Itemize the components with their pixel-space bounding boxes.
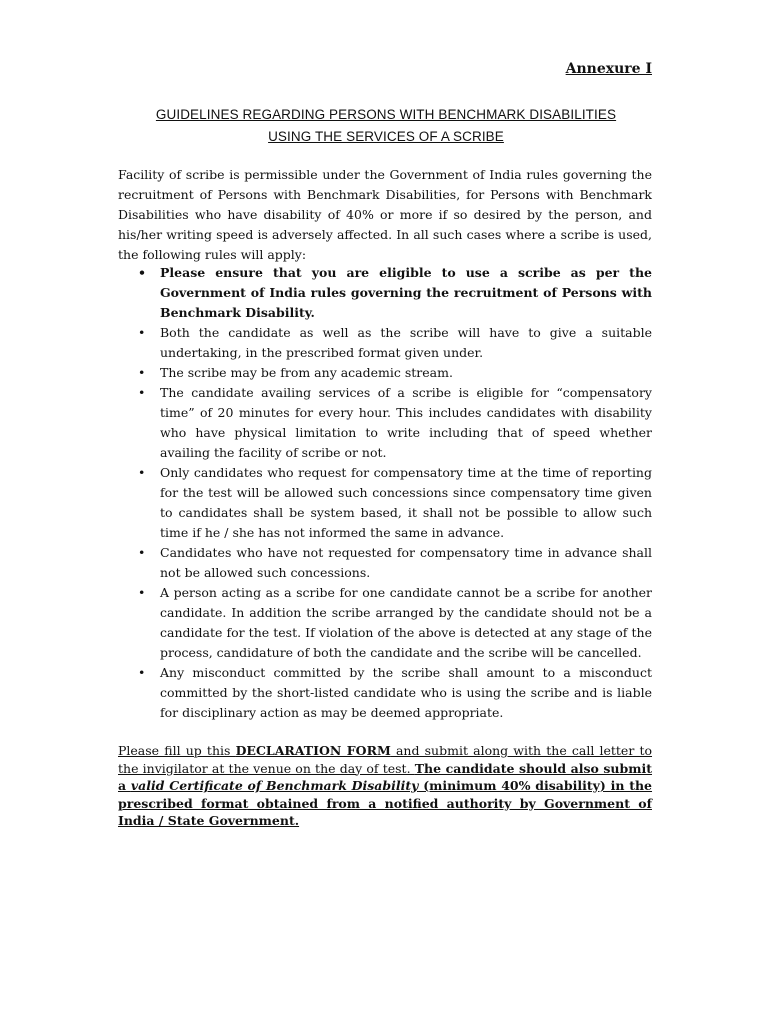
rule-text: The candidate availing services of a scribe is eligible for “compensatory time” of 20 minutes for every hour. This includes candidates with disability who have physical limitation to write including that of speed whether availing the facility of scribe or not.: [160, 385, 652, 460]
rule-text: Please ensure that you are eligible to use a scribe as per the Government of India rules governing the recruitment of Persons with Benchmark Disability.: [160, 265, 652, 320]
declaration-text: and submit along with the call letter to the invigilator at the venue on the day of test.: [118, 743, 653, 776]
rule-text: The scribe may be from any academic stream.: [160, 365, 453, 380]
rule-text: A person acting as a scribe for one candidate cannot be a scribe for another candidate. In addition the scribe arranged by the candidate should not be a candidate for the test. If violation of the above is detected at any stage of the process, candidature of both the candidate and the scribe will be cancelled.: [160, 585, 652, 660]
rule-text: Candidates who have not requested for compensatory time in advance shall not be allowed such concessions.: [160, 545, 652, 580]
rules-list: [118, 263, 652, 723]
bullet-icon: •: [138, 265, 146, 280]
bullet-icon: •: [138, 465, 146, 480]
list-item: [118, 663, 652, 723]
declaration-text: Please fill up this: [118, 743, 236, 758]
bullet-icon: •: [138, 325, 146, 340]
list-item: [118, 583, 652, 663]
list-item: [118, 383, 652, 463]
rule-text: Both the candidate as well as the scribe will have to give a suitable undertaking, in the prescribed format given under.: [160, 325, 652, 360]
bullet-icon: •: [138, 665, 146, 680]
bullet-icon: •: [138, 365, 146, 380]
title-line-1: GUIDELINES REGARDING PERSONS WITH BENCHMARK DISABILITIES: [155, 107, 617, 122]
title-line-2: USING THE SERVICES OF A SCRIBE: [268, 129, 504, 144]
list-item: [118, 463, 652, 543]
certificate-requirement-detail: (minimum 40% disability) in the prescribed format obtained from a notified authority by Government of India / State Government.: [118, 778, 653, 828]
list-item: [118, 363, 652, 383]
list-item: [118, 323, 652, 363]
declaration-note: [118, 742, 652, 830]
list-item: [118, 543, 652, 583]
bullet-icon: •: [138, 545, 146, 560]
bullet-icon: •: [138, 585, 146, 600]
bullet-icon: •: [138, 385, 146, 400]
rule-text: Any misconduct committed by the scribe shall amount to a misconduct committed by the short-listed candidate who is using the scribe and is liable for disciplinary action as may be deemed appropriate.: [160, 665, 652, 720]
annexure-label: Annexure I: [565, 61, 652, 77]
document-title: [120, 104, 652, 148]
declaration-form-name: DECLARATION FORM: [235, 743, 391, 758]
list-item: [118, 263, 652, 323]
certificate-name: valid Certificate of Benchmark Disability: [130, 778, 419, 793]
intro-paragraph: Facility of scribe is permissible under the Government of India rules governing the recruitment of Persons with Benchmark Disabilities, for Persons with Benchmark Disabilities who have disability of 40% or more if so desired by the person, and his/her writing speed is adversely affected. In all such cases where a scribe is used, the following rules will apply:: [118, 167, 652, 262]
rule-text: Only candidates who request for compensatory time at the time of reporting for the test will be allowed such concessions since compensatory time given to candidates shall be system based, it shall not be possible to allow such time if he / she has not informed the same in advance.: [160, 465, 652, 540]
certificate-requirement: The candidate should also submit a: [118, 760, 652, 793]
